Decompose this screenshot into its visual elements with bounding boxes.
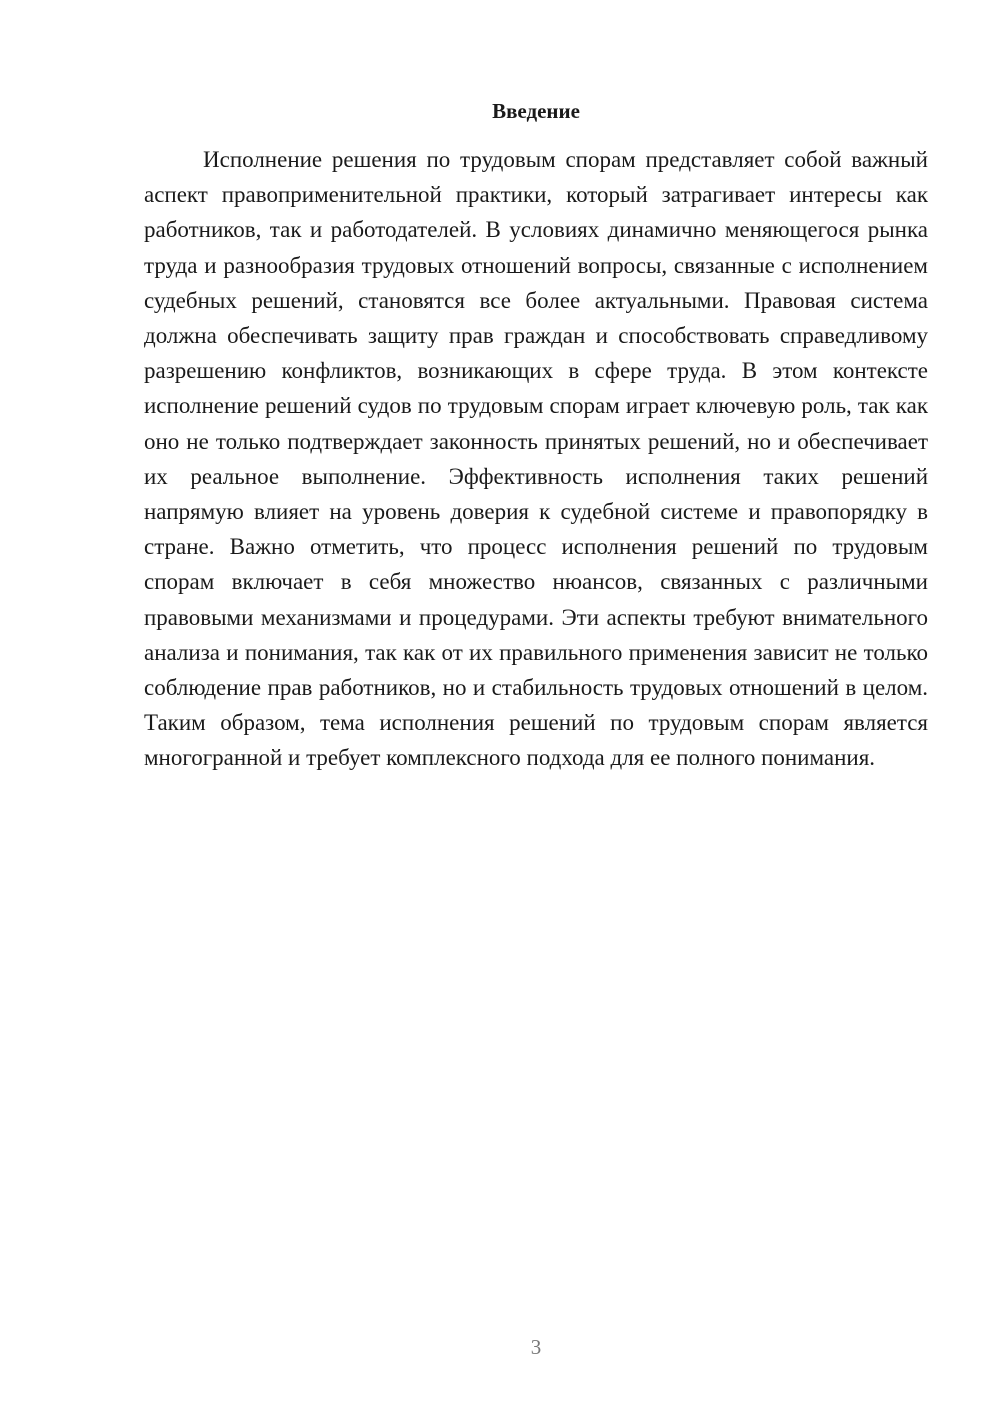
body-paragraph: Исполнение решения по трудовым спорам представляет собой важный аспект правоприменительной практики, который затрагивает интересы как работников, так и работодателей. В условиях динамично меняющегося рынка труда и разнообразия трудовых отношений вопросы, связанные с исполнением судебных решений, становятся все более актуальными. Правовая система должна обеспечивать защиту прав граждан и способствовать справедливому разрешению конфликтов, возникающих в сфере труда. В этом контексте исполнение решений судов по трудовым спорам играет ключевую роль, так как оно не только подтверждает законность принятых решений, но и обеспечивает их реальное выполнение. Эффективность исполнения таких решений напрямую влияет на уровень доверия к судебной системе и правопорядку в стране. Важно отметить, что процесс исполнения решений по трудовым спорам включает в себя множество нюансов, связанных с различными правовыми механизмами и процедурами. Эти аспекты требуют внимательного анализа и понимания, так как от их правильного применения зависит не только соблюдение прав работников, но и стабильность трудовых отношений в целом. Таким образом, тема исполнения решений по трудовым спорам является многогранной и требует комплексного подхода для ее полного понимания. — [144, 147, 928, 771]
section-heading: Введение — [492, 99, 580, 123]
page-number: 3 — [530, 1335, 542, 1359]
